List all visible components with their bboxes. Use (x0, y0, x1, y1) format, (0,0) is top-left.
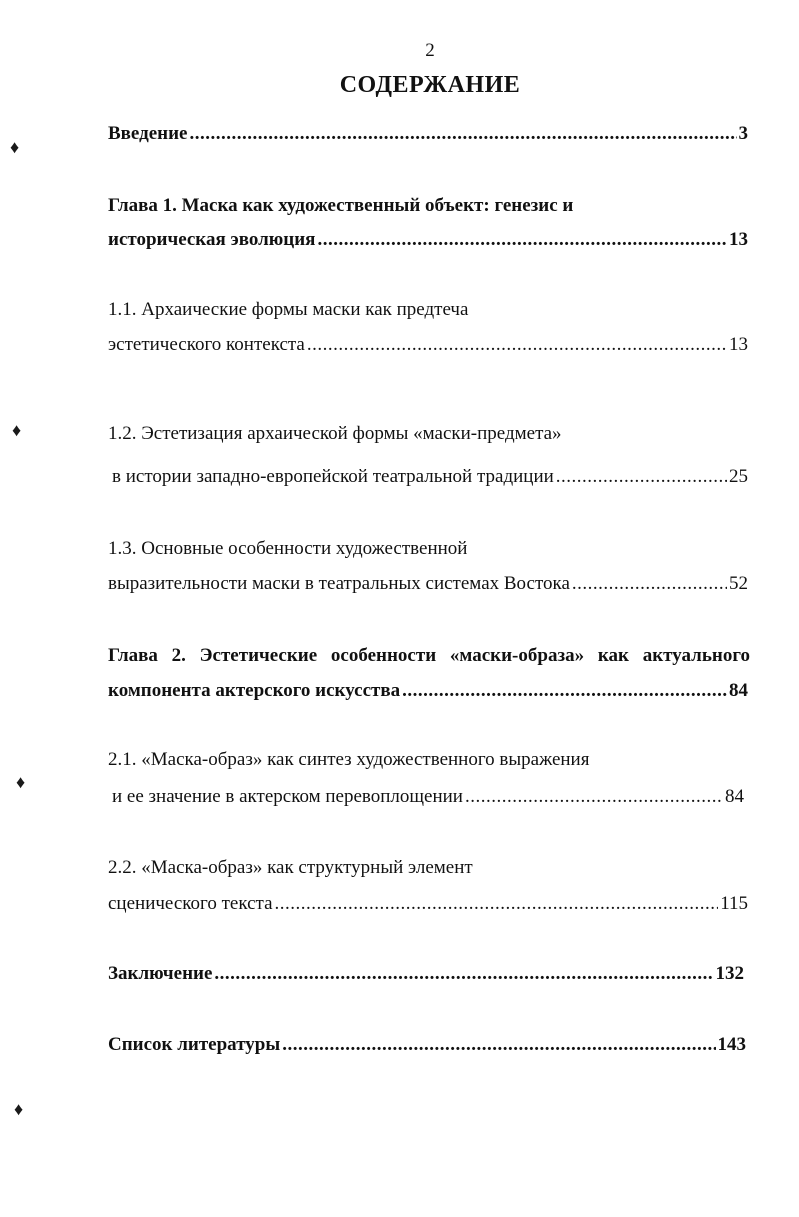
punch-hole-mark-icon: ♦ (16, 772, 26, 792)
toc-entry-chapter-2-line-2 (108, 678, 748, 704)
toc-leader-dots (572, 571, 727, 597)
toc-page-number: 13 (729, 229, 748, 250)
toc-page-number: 25 (729, 466, 748, 487)
toc-leader-dots (214, 961, 713, 987)
toc-leader-dots (190, 121, 737, 147)
punch-hole-mark-icon: ♦ (14, 1099, 24, 1119)
toc-entry-label: историческая эволюция (108, 229, 316, 250)
toc-entry-label: Заключение (108, 963, 213, 984)
toc-leader-dots (317, 227, 727, 253)
toc-leader-dots (465, 784, 723, 810)
toc-entry-label: в истории западно-европейской театральной традиции (112, 466, 554, 487)
toc-entry-label: сценического текста (108, 893, 273, 914)
toc-entry-label: выразительности маски в театральных системах Востока (108, 573, 570, 594)
toc-page-number: 3 (738, 123, 748, 144)
toc-entry-bibliography (108, 1032, 746, 1058)
toc-page-number: 84 (725, 786, 744, 807)
toc-entry-section-2-1-line-1: 2.1. «Маска-образ» как синтез художественного выражения (108, 749, 590, 770)
toc-entry-chapter-2-line-1: Глава 2. Эстетические особенности «маски-образа» как актуального (108, 645, 750, 666)
toc-page-number: 13 (729, 334, 748, 355)
toc-entry-section-1-1-line-2 (108, 332, 748, 358)
toc-entry-label: компонента актерского искусства (108, 680, 401, 701)
toc-page-number: 132 (715, 963, 744, 984)
toc-page-number: 143 (717, 1034, 746, 1055)
toc-entry-section-2-1-line-2 (112, 784, 744, 810)
toc-entry-section-2-2-line-2 (108, 891, 748, 917)
toc-entry-section-1-3-line-2 (108, 571, 748, 597)
toc-leader-dots (556, 464, 727, 490)
toc-entry-conclusion (108, 961, 744, 987)
toc-entry-section-1-2-line-1: 1.2. Эстетизация архаической формы «маски-предмета» (108, 423, 562, 444)
toc-entry-introduction (108, 121, 748, 147)
punch-hole-mark-icon: ♦ (10, 137, 20, 157)
toc-page-number: 84 (729, 680, 748, 701)
toc-entry-label: эстетического контекста (108, 334, 305, 355)
toc-entry-section-1-1-line-1: 1.1. Архаические формы маски как предтеча (108, 299, 469, 320)
toc-entry-section-1-2-line-2 (112, 464, 748, 490)
toc-page-number: 52 (729, 573, 748, 594)
toc-entry-chapter-1-line-1: Глава 1. Маска как художественный объект: генезис и (108, 195, 574, 216)
toc-page-number: 115 (720, 893, 748, 914)
toc-leader-dots (307, 332, 727, 358)
toc-entry-section-1-3-line-1: 1.3. Основные особенности художественной (108, 538, 468, 559)
toc-leader-dots (275, 891, 719, 917)
punch-hole-mark-icon: ♦ (12, 420, 22, 440)
page-title: СОДЕРЖАНИЕ (339, 72, 521, 98)
toc-entry-label: Список литературы (108, 1034, 281, 1055)
toc-entry-section-2-2-line-1: 2.2. «Маска-образ» как структурный элемент (108, 857, 473, 878)
page-number: 2 (425, 40, 435, 61)
toc-entry-label: и ее значение в актерском перевоплощении (112, 786, 463, 807)
toc-entry-label: Введение (108, 123, 188, 144)
toc-entry-chapter-1-line-2 (108, 227, 748, 253)
toc-leader-dots (402, 678, 727, 704)
toc-leader-dots (282, 1032, 715, 1058)
